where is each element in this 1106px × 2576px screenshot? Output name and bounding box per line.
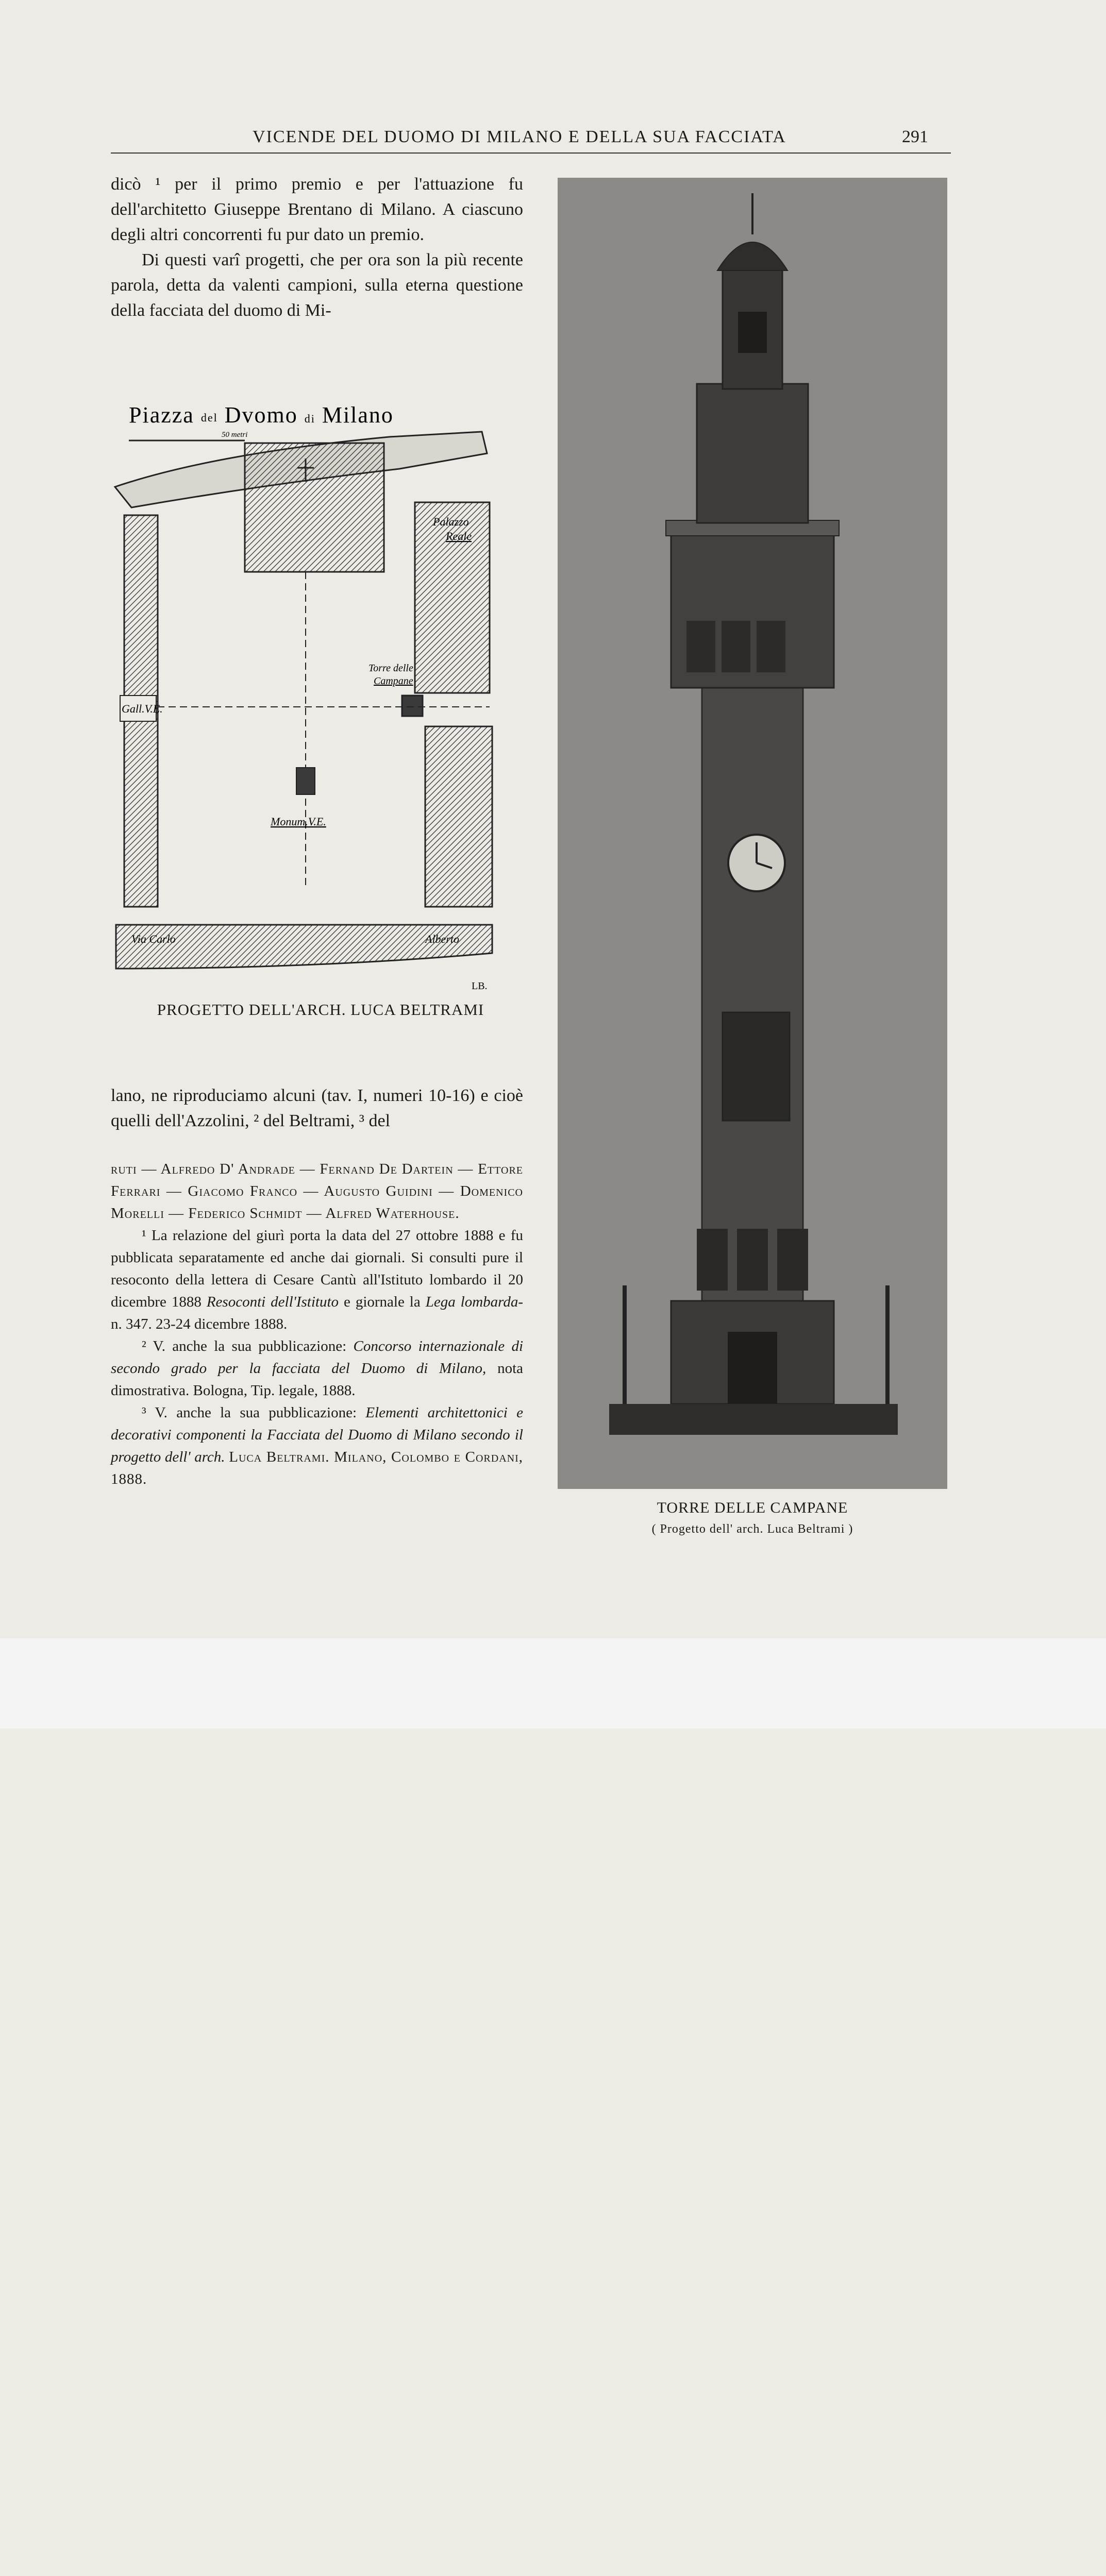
tower-subcaption: ( Progetto dell' arch. Luca Beltrami )	[651, 1522, 853, 1536]
footnotes	[111, 1158, 523, 1490]
running-header: VICENDE DEL DUOMO DI MILANO E DELLA SUA FACCIATA	[253, 127, 786, 146]
tower-arched-window	[723, 1012, 790, 1121]
map-label-palazzo: Palazzo	[433, 515, 469, 528]
map-label-torre: Torre delle	[368, 663, 413, 674]
map-title-piazza: Piazza	[129, 402, 194, 428]
footnote-3: ³ V. anche la sua pubblicazione: Elementi architettonici e decorativi componenti la Facciata del Duomo di Milano secondo il progetto dell' arch. Luca Beltrami. Milano, Colombo e Cordani, 1888.	[111, 1404, 523, 1487]
map-label-galleria: Gall.V.E.	[122, 702, 163, 715]
header-rule	[111, 152, 951, 154]
map-label-via-carlo: Via Carlo	[131, 933, 176, 945]
page-number: 291	[902, 127, 928, 146]
tower-caption: TORRE DELLE CAMPANE	[657, 1499, 848, 1516]
body-text-bottom	[111, 1083, 523, 1133]
map-monogram: LB.	[472, 980, 488, 992]
map-label-alberto: Alberto	[425, 933, 459, 945]
paragraph-2: Di questi varî progetti, che per ora son la più recente parola, detta da valenti campioni, sulla eterna questione della facciata del duomo di Mi-	[111, 250, 523, 320]
map-scale-label: 50 metri	[222, 431, 248, 439]
belfry-window-center	[722, 621, 750, 672]
svg-text:Piazza del Dvomo	[129, 401, 394, 428]
map-title-di: di	[304, 412, 315, 425]
map-monument-marker	[296, 768, 315, 794]
map-bell-tower-marker	[402, 696, 423, 716]
piazza-duomo-map	[111, 392, 528, 994]
map-label-campane: Campane	[374, 675, 413, 687]
tower-door	[728, 1332, 777, 1404]
paragraph-3: lano, ne riproduciamo alcuni (tav. I, numeri 10-16) e cioè quelli dell'Azzolini, ² del Beltrami, ³ del	[111, 1086, 523, 1130]
map-bottom-buildings	[116, 925, 492, 969]
bell-tower-plate	[558, 178, 947, 1489]
tower-plinth	[609, 1404, 898, 1435]
paragraph-1: dicò ¹ per il primo premio e per l'attuazione fu dell'architetto Giuseppe Brentano di Milano. A ciascuno degli altri concorrenti fu pur dato un premio.	[111, 175, 523, 244]
map-title-milano: Milano	[322, 402, 394, 428]
footnote-continuation: ruti — Alfredo D' Andrade — Fernand De Dartein — Ettore Ferrari — Giacomo Franco — Augusto Guidini — Domenico Morelli — Federico Schmidt — Alfred Waterhouse.	[111, 1161, 523, 1222]
viewer-footer	[0, 1638, 1106, 1728]
footnote-2: ² V. anche la sua pubblicazione: Concorso internazionale di secondo grado per la facciata del Duomo di Milano, nota dimostrativa. Bologna, Tip. legale, 1888.	[111, 1338, 524, 1399]
map-duomo-block	[245, 443, 384, 572]
body-text-top	[111, 172, 523, 323]
bell-icon	[738, 312, 767, 353]
belfry-window-right	[757, 621, 785, 672]
map-title-duomo: Dvomo	[224, 402, 298, 428]
map-title-del: del	[200, 411, 218, 424]
map-right-buildings	[425, 726, 492, 907]
map-label-reale: Reale	[446, 530, 472, 543]
footnote-1: ¹ La relazione del giurì porta la data del 27 ottobre 1888 e fu pubblicata separatamente ed anche dai giornali. Si consulti pure il resoconto della lettera di Cesare Cantù all'Istituto lombardo il 20 dicembre 1888 Resoconti dell'Istituto e giornale la Lega lombarda- n. 347. 23-24 dicembre 1888.	[111, 1227, 524, 1332]
belfry-window-left	[686, 621, 715, 672]
map-caption: PROGETTO DELL'ARCH. LUCA BELTRAMI	[157, 1001, 484, 1019]
tower-lantern	[697, 384, 808, 523]
map-label-monumento: Monum.V.E.	[271, 815, 326, 828]
